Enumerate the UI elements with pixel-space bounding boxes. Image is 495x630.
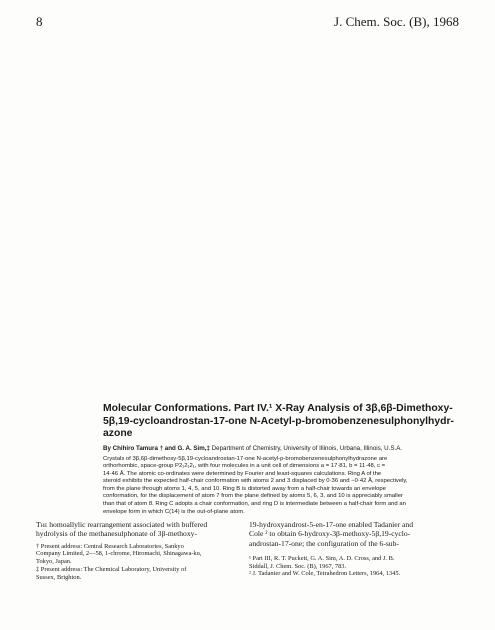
abstract-line: conformation, for the displacement of atom 7 from the plane defined by atoms 5, 6, 3, and 10 is appreciably smaller bbox=[103, 493, 403, 500]
abstract-line: orthorhombic, space-group P2₁2₁2₁, with four molecules in a unit cell of dimensions a = 17·81, b = 11·48, c = bbox=[103, 463, 386, 470]
journal-header: J. Chem. Soc. (B), 1968 bbox=[334, 14, 459, 29]
body-line: androstan-17-one; the configuration of the 6-sub- bbox=[249, 538, 399, 548]
abstract-line: envelope form in which C(14) is the out-of-plane atom. bbox=[103, 508, 245, 515]
footnote-line: ‡ Present address: The Chemical Laboratory, University of bbox=[36, 565, 187, 573]
abstract-line: 14·46 Å. The atomic co-ordinates were determined by Fourier and least-squares calculations. Ring A of the bbox=[103, 470, 382, 477]
byline bbox=[103, 445, 459, 453]
affiliation: Department of Chemistry, University of Illinois, Urbana, Illinois, U.S.A. bbox=[211, 444, 403, 452]
abstract-line: than that of atom 8. Ring C adopts a chair conformation, and ring D is intermediate between a half-chair form and an bbox=[103, 501, 406, 508]
body-line: 19-hydroxyandrost-5-en-17-one enabled Tadanier and bbox=[249, 520, 414, 529]
lead-word: The bbox=[36, 520, 48, 529]
body-column-left bbox=[36, 520, 248, 582]
footnote-line: ² J. Tadanier and W. Cole, Tetrahedron Letters, 1964, 1345. bbox=[249, 570, 401, 578]
footnote-line: Sussex, Brighton. bbox=[36, 573, 82, 581]
article-header bbox=[103, 403, 459, 516]
footnote-line: ¹ Part III, R. T. Puckett, G. A. Sim, A. D. Cross, and J. B. bbox=[249, 554, 395, 562]
footnote-line: † Present address: Central Research Laboratories, Sankyo bbox=[36, 542, 184, 550]
title-line-2: 5β,19-cycloandrostan-17-one N-Acetyl-p-bromobenzenesulphonylhydr- bbox=[103, 415, 455, 427]
footnote-line: Tokyo, Japan. bbox=[36, 558, 72, 566]
title-line-1: Molecular Conformations. Part IV.¹ X-Ray Analysis of 3β,6β-Dimethoxy- bbox=[103, 403, 453, 414]
abstract-line: from the plane through atoms 1, 4, 5, and 10. Ring B is distorted away from a half-chair towards an envelope bbox=[103, 485, 386, 492]
article-title bbox=[103, 403, 459, 441]
body-column-right bbox=[249, 520, 461, 578]
body-line: hydrolysis of the methanesulphonate of 3β-methoxy- bbox=[36, 529, 197, 539]
abstract-line: Crystals of 3β,6β-dimethoxy-5β,19-cycloandrostan-17-one N-acetyl-p-bromobenzenesulphonylhydrazone are bbox=[103, 455, 388, 462]
footnote-line: Siddall, J. Chem. Soc. (B), 1967, 783. bbox=[249, 562, 347, 570]
footnotes-left bbox=[36, 543, 248, 582]
footnotes-right bbox=[249, 555, 461, 578]
title-line-3: azone bbox=[103, 428, 133, 439]
abstract-line: steroid exhibits the expected half-chair conformation with atoms 2 and 3 displaced by 0·36 and −0·42 Å, respectively, bbox=[103, 478, 408, 485]
authors: By Chihiro Tamura † and G. A. Sim,‡ bbox=[103, 444, 210, 452]
body-line: Cole ² to obtain 6-hydroxy-3β-methoxy-5β,19-cyclo- bbox=[249, 529, 411, 539]
abstract bbox=[103, 456, 459, 517]
page-number: 8 bbox=[36, 14, 43, 29]
footnote-line: Company Limited, 2—58, 1-chrome, Hiromachi, Shinagawa-ku, bbox=[36, 550, 202, 558]
body-line: The homoallylic rearrangement associated with buffered bbox=[36, 520, 208, 529]
